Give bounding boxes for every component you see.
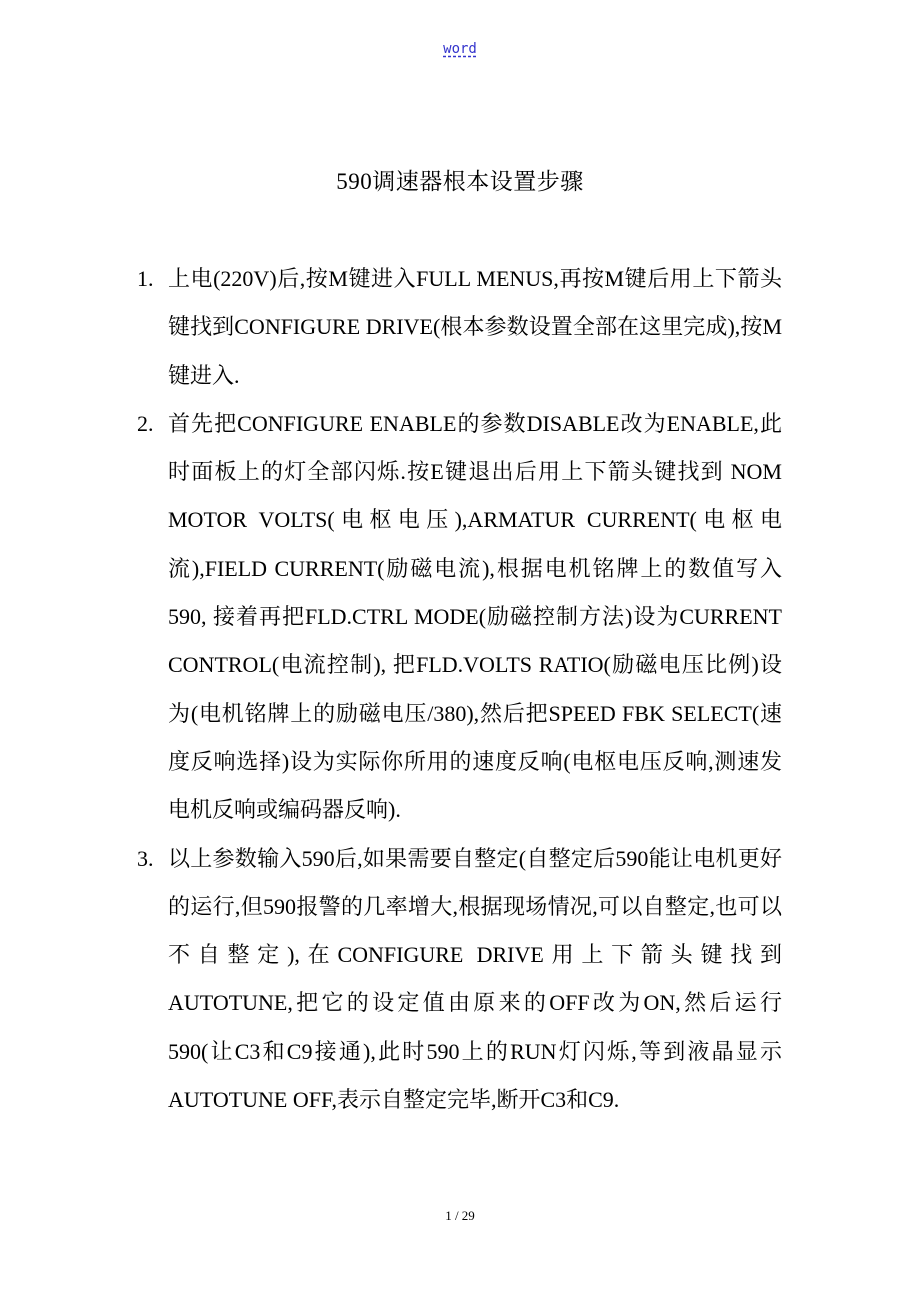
step-text: 上电(220V)后,按M键进入FULL MENUS,再按M键后用上下箭头键找到CONFIGURE DRIVE(根本参数设置全部在这里完成),按M键进入.: [168, 266, 782, 388]
step-number: 1.: [137, 266, 154, 291]
page-indicator: 1 / 29: [445, 1208, 475, 1223]
steps-list: [137, 255, 782, 1124]
step-number: 2.: [137, 410, 154, 436]
step-item-3: [137, 835, 782, 1125]
step-text: 以上参数输入590后,如果需要自整定(自整定后590能让电机更好的运行,但590报警的几率增大,根据现场情况,可以自整定,也可以不自整定),在CONFIGURE DRIVE用上下箭头键找到AUTOTUNE,把它的设定值由原来的OFF改为ON,然后运行590(让C3和C9接通),此时590上的RUN灯闪烁,等到液晶显示AUTOTUNE OFF,表示自整定完毕,断开C3和C9.: [168, 845, 782, 1113]
step-item-2: [137, 400, 782, 835]
step-number: 3.: [137, 845, 154, 871]
step-item-1: [137, 255, 782, 400]
step-text: 首先把CONFIGURE ENABLE的参数DISABLE改为ENABLE,此时面板上的灯全部闪烁.按E键退出后用上下箭头键找到 NOM MOTOR VOLTS(电枢电压),ARMATUR CURRENT(电枢电流),FIELD CURRENT(励磁电流),根据电机铭牌上的数值写入590, 接着再把FLD.CTRL MODE(励磁控制方法)设为CURRENT CONTROL(电流控制), 把FLD.VOLTS RATIO(励磁电压比例)设为(电机铭牌上的励磁电压/380),然后把SPEED FBK SELECT(速度反响选择)设为实际你所用的速度反响(电枢电压反响,测速发电机反响或编码器反响).: [168, 410, 782, 823]
document-title: 590调速器根本设置步骤: [336, 169, 584, 194]
header-word-link[interactable]: word: [443, 41, 477, 57]
